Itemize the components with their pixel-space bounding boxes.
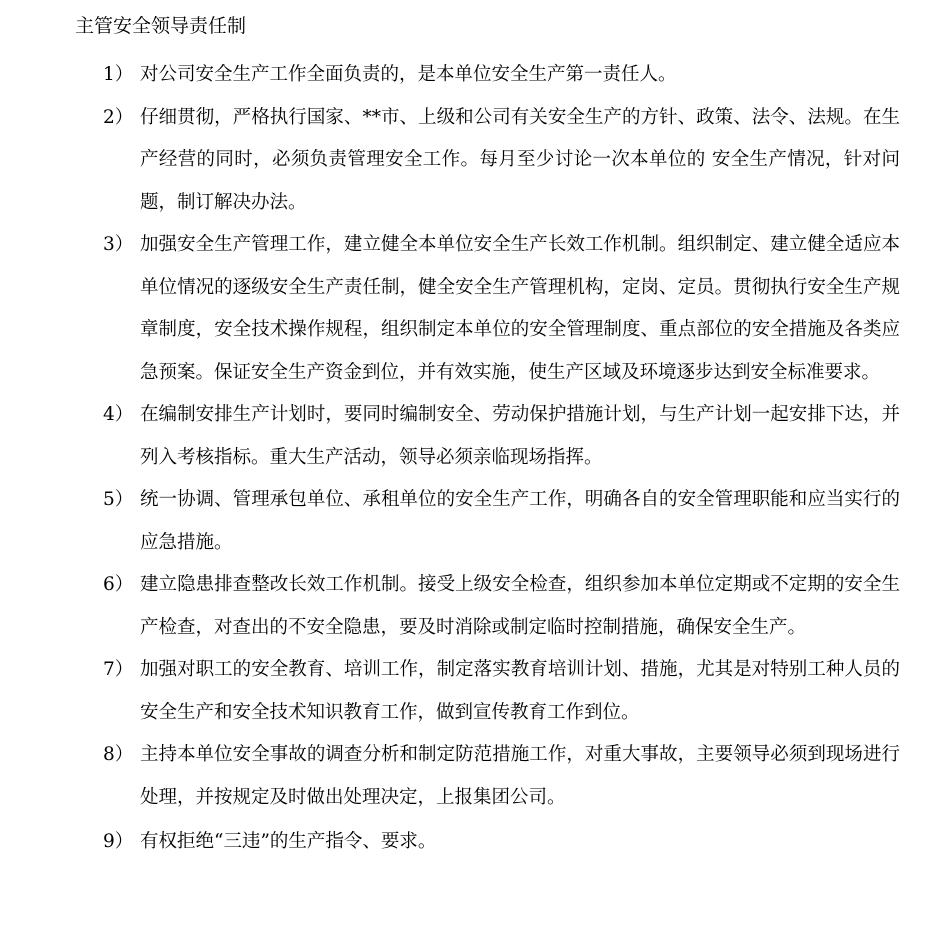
list-item	[103, 224, 903, 394]
item-number: 8）	[103, 744, 134, 765]
item-text: 主持本单位安全事故的调查分析和制定防范措施工作，对重大事故，主要领导必须到现场进行处理，并按规定及时做出处理决定，上报集团公司。	[140, 744, 900, 808]
item-number: 5）	[103, 489, 134, 510]
list-item	[103, 97, 903, 225]
item-number: 6）	[103, 574, 134, 595]
list-item	[103, 649, 903, 734]
list-item	[103, 479, 903, 564]
item-number: 7）	[103, 659, 134, 680]
item-number: 1）	[103, 64, 134, 85]
item-text: 对公司安全生产工作全面负责的，是本单位安全生产第一责任人。	[140, 64, 677, 85]
item-text: 建立隐患排查整改长效工作机制。接受上级安全检查，组织参加本单位定期或不定期的安全生产检查，对查出的不安全隐患，要及时消除或制定临时控制措施，确保安全生产。	[140, 574, 900, 638]
list-item	[103, 734, 903, 819]
item-number: 3）	[103, 234, 134, 255]
list-item	[103, 821, 903, 864]
item-text: 仔细贯彻，严格执行国家、**市、上级和公司有关安全生产的方针、政策、法令、法规。在生产经营的同时，必须负责管理安全工作。每月至少讨论一次本单位的 安全生产情况，针对问题，制订解决办法。	[140, 106, 900, 213]
item-text: 统一协调、管理承包单位、承租单位的安全生产工作，明确各自的安全管理职能和应当实行的应急措施。	[140, 489, 900, 553]
list-item	[103, 564, 903, 649]
item-text: 在编制安排生产计划时，要同时编制安全、劳动保护措施计划，与生产计划一起安排下达，并列入考核指标。重大生产活动，领导必须亲临现场指挥。	[140, 404, 900, 468]
item-number: 9）	[103, 831, 134, 852]
responsibility-list	[103, 54, 903, 864]
list-item	[103, 394, 903, 479]
item-number: 2）	[103, 106, 134, 128]
item-text: 有权拒绝“三违”的生产指令、要求。	[140, 831, 437, 852]
item-text: 加强安全生产管理工作，建立健全本单位安全生产长效工作机制。组织制定、建立健全适应本单位情况的逐级安全生产责任制，健全安全生产管理机构，定岗、定员。贯彻执行安全生产规章制度，安全技术操作规程，组织制定本单位的安全管理制度、重点部位的安全措施及各类应急预案。保证安全生产资金到位，并有效实施，使生产区域及环境逐步达到安全标准要求。	[140, 234, 900, 383]
item-text: 加强对职工的安全教育、培训工作，制定落实教育培训计划、措施，尤其是对特别工种人员的安全生产和安全技术知识教育工作，做到宣传教育工作到位。	[140, 659, 900, 723]
list-item	[103, 54, 903, 97]
document-title: 主管安全领导责任制	[75, 15, 247, 37]
item-number: 4）	[103, 404, 134, 425]
